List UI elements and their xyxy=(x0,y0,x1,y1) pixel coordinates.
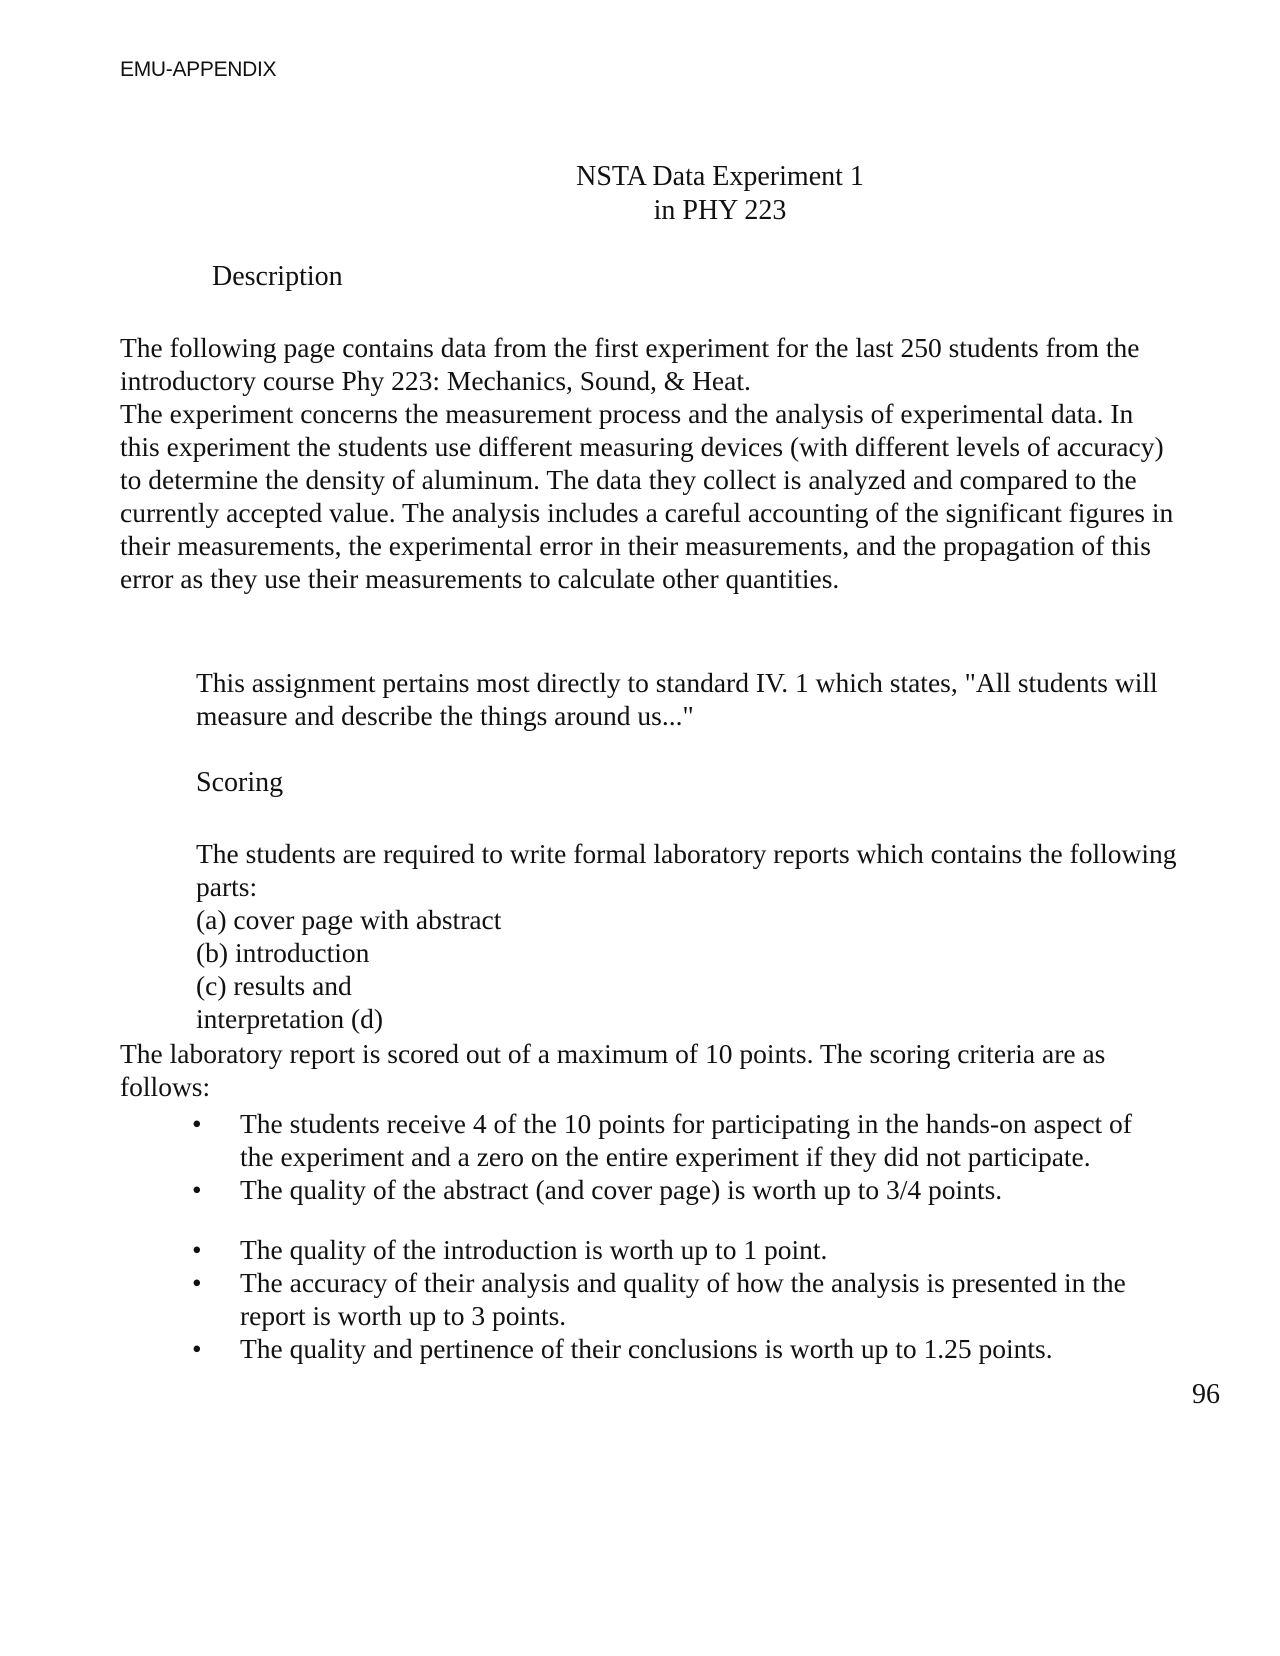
title-line-1: NSTA Data Experiment 1 xyxy=(576,161,864,192)
criterion-line: The students receive 4 of the 10 points for participating in the hands-on aspect of xyxy=(240,1108,1132,1139)
description-line: this experiment the students use different measuring devices (with different levels of accuracy) xyxy=(120,431,1164,462)
scoring-criterion-item xyxy=(192,1266,1212,1332)
criterion-line: the experiment and a zero on the entire experiment if they did not participate. xyxy=(240,1141,1091,1172)
criterion-line: The quality and pertinence of their conclusions is worth up to 1.25 points. xyxy=(240,1333,1053,1364)
description-line: The following page contains data from the first experiment for the last 250 students from the xyxy=(120,332,1140,363)
description-line: their measurements, the experimental error in their measurements, and the propagation of this xyxy=(120,530,1151,561)
description-line: error as they use their measurements to calculate other quantities. xyxy=(120,563,840,594)
report-parts-line: (a) cover page with abstract xyxy=(196,904,502,935)
criterion-line: report is worth up to 3 points. xyxy=(240,1300,567,1331)
scoring-criterion-item xyxy=(192,1233,1212,1266)
document-header-label: EMU-APPENDIX xyxy=(120,58,277,81)
report-parts-line: (c) results and xyxy=(196,970,352,1001)
description-line: The experiment concerns the measurement process and the analysis of experimental data. In xyxy=(120,398,1134,429)
description-paragraph xyxy=(120,331,1173,595)
scoring-criteria-list xyxy=(192,1107,1212,1365)
standard-paragraph xyxy=(196,666,1158,732)
report-parts-line: interpretation (d) xyxy=(196,1003,384,1034)
scoring-criterion-item xyxy=(192,1107,1212,1173)
report-parts-paragraph xyxy=(196,837,1177,1035)
criterion-line: The accuracy of their analysis and quality of how the analysis is presented in the xyxy=(240,1267,1126,1298)
bullet-icon: • xyxy=(192,1174,202,1205)
standard-line: measure and describe the things around us..." xyxy=(196,700,694,731)
scoring-summary-paragraph xyxy=(120,1037,1105,1103)
description-line: to determine the density of aluminum. The data they collect is analyzed and compared to the xyxy=(120,464,1137,495)
bullet-icon: • xyxy=(192,1234,202,1265)
title-line-2: in PHY 223 xyxy=(653,195,787,226)
report-parts-line: The students are required to write formal laboratory reports which contains the following xyxy=(196,838,1177,869)
bullet-icon: • xyxy=(192,1267,202,1298)
document-title xyxy=(400,160,1040,228)
report-parts-line: (b) introduction xyxy=(196,937,370,968)
bullet-icon: • xyxy=(192,1108,202,1139)
report-parts-line: parts: xyxy=(196,871,258,902)
criterion-line: The quality of the abstract (and cover page) is worth up to 3/4 points. xyxy=(240,1174,1003,1205)
description-line: currently accepted value. The analysis includes a careful accounting of the significant figures in xyxy=(120,497,1174,528)
scoring-criterion-item xyxy=(192,1173,1212,1206)
scoring-criterion-item xyxy=(192,1332,1212,1365)
scoring-heading: Scoring xyxy=(196,767,284,798)
scoring-summary-line: The laboratory report is scored out of a maximum of 10 points. The scoring criteria are as xyxy=(120,1038,1106,1069)
bullet-icon: • xyxy=(192,1333,202,1364)
criterion-line: The quality of the introduction is worth up to 1 point. xyxy=(240,1234,828,1265)
description-line: introductory course Phy 223: Mechanics, Sound, & Heat. xyxy=(120,365,751,396)
description-heading: Description xyxy=(212,261,343,292)
standard-line: This assignment pertains most directly to standard IV. 1 which states, "All students will xyxy=(196,667,1158,698)
scoring-summary-line: follows: xyxy=(120,1071,211,1102)
page-number: 96 xyxy=(1192,1379,1220,1410)
